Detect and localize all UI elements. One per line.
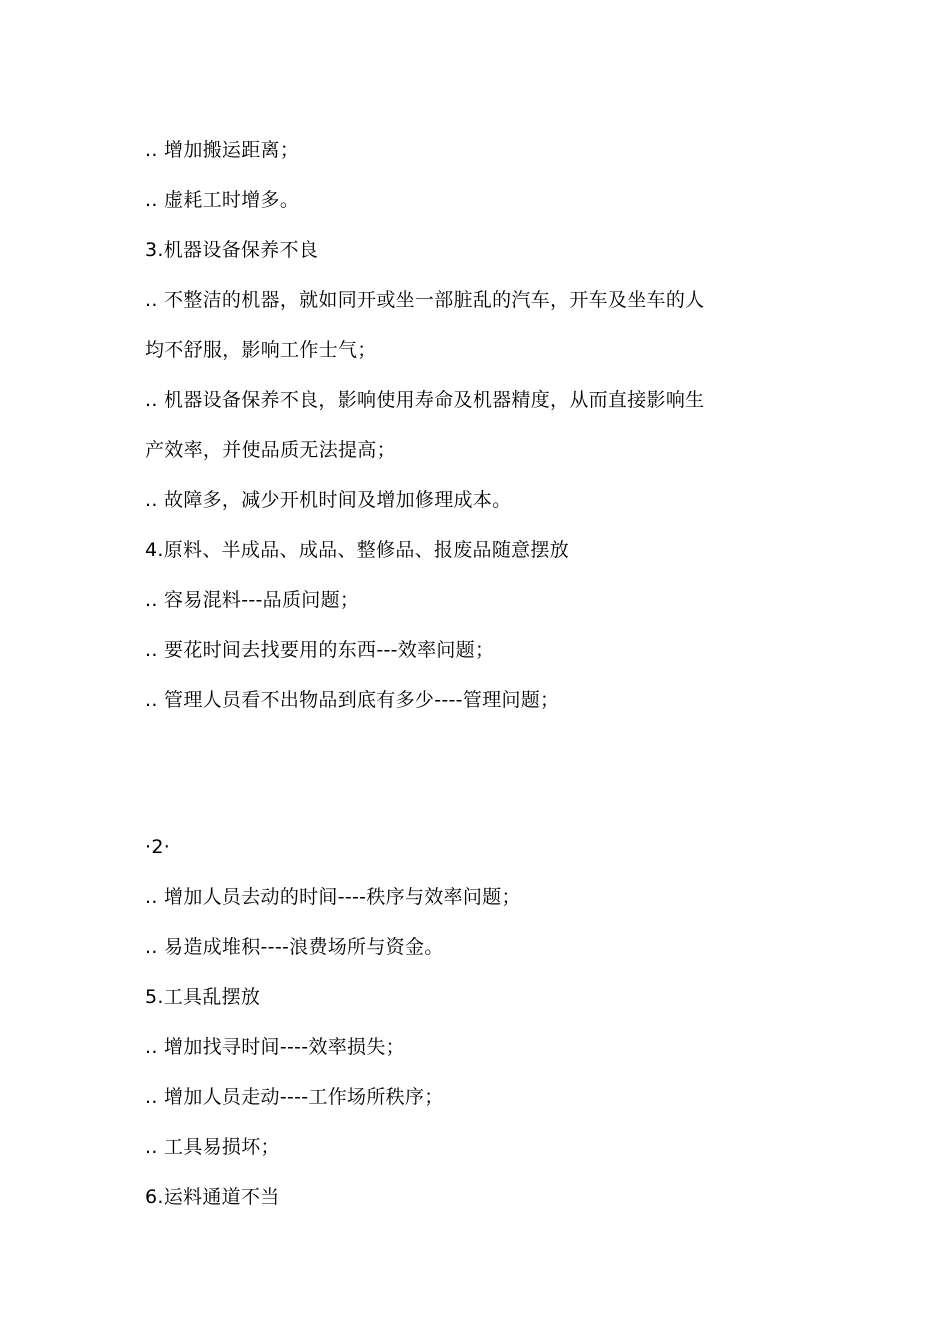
section-heading: 6.运料通道不当 <box>145 1186 280 1208</box>
bullet-line-continuation: 均不舒服，影响工作士气； <box>145 339 377 361</box>
bullet-line: .. 故障多，减少开机时间及增加修理成本。 <box>145 489 512 511</box>
bullet-line: .. 机器设备保养不良，影响使用寿命及机器精度，从而直接影响生 <box>145 389 705 411</box>
bullet-line: .. 增加人员去动的时间----秩序与效率问题； <box>145 886 521 908</box>
bullet-line: .. 增加找寻时间----效率损失； <box>145 1036 405 1058</box>
bullet-line: .. 增加人员走动----工作场所秩序； <box>145 1086 444 1108</box>
section-heading: 4.原料、半成品、成品、整修品、报废品随意摆放 <box>145 539 570 561</box>
page-number: ·2· <box>145 836 171 858</box>
section-heading: 3.机器设备保养不良 <box>145 239 319 261</box>
bullet-line: .. 管理人员看不出物品到底有多少----管理问题； <box>145 689 560 711</box>
bullet-line: .. 不整洁的机器，就如同开或坐一部脏乱的汽车，开车及坐车的人 <box>145 289 705 311</box>
bullet-line: .. 工具易损坏； <box>145 1136 280 1158</box>
bullet-line-continuation: 产效率，并使品质无法提高； <box>145 439 396 461</box>
bullet-line: .. 增加搬运距离； <box>145 139 300 161</box>
bullet-line: .. 易造成堆积----浪费场所与资金。 <box>145 936 444 958</box>
section-heading: 5.工具乱摆放 <box>145 986 261 1008</box>
bullet-line: .. 要花时间去找要用的东西---效率问题； <box>145 639 495 661</box>
bullet-line: .. 容易混料---品质问题； <box>145 589 360 611</box>
bullet-line: .. 虚耗工时增多。 <box>145 189 300 211</box>
